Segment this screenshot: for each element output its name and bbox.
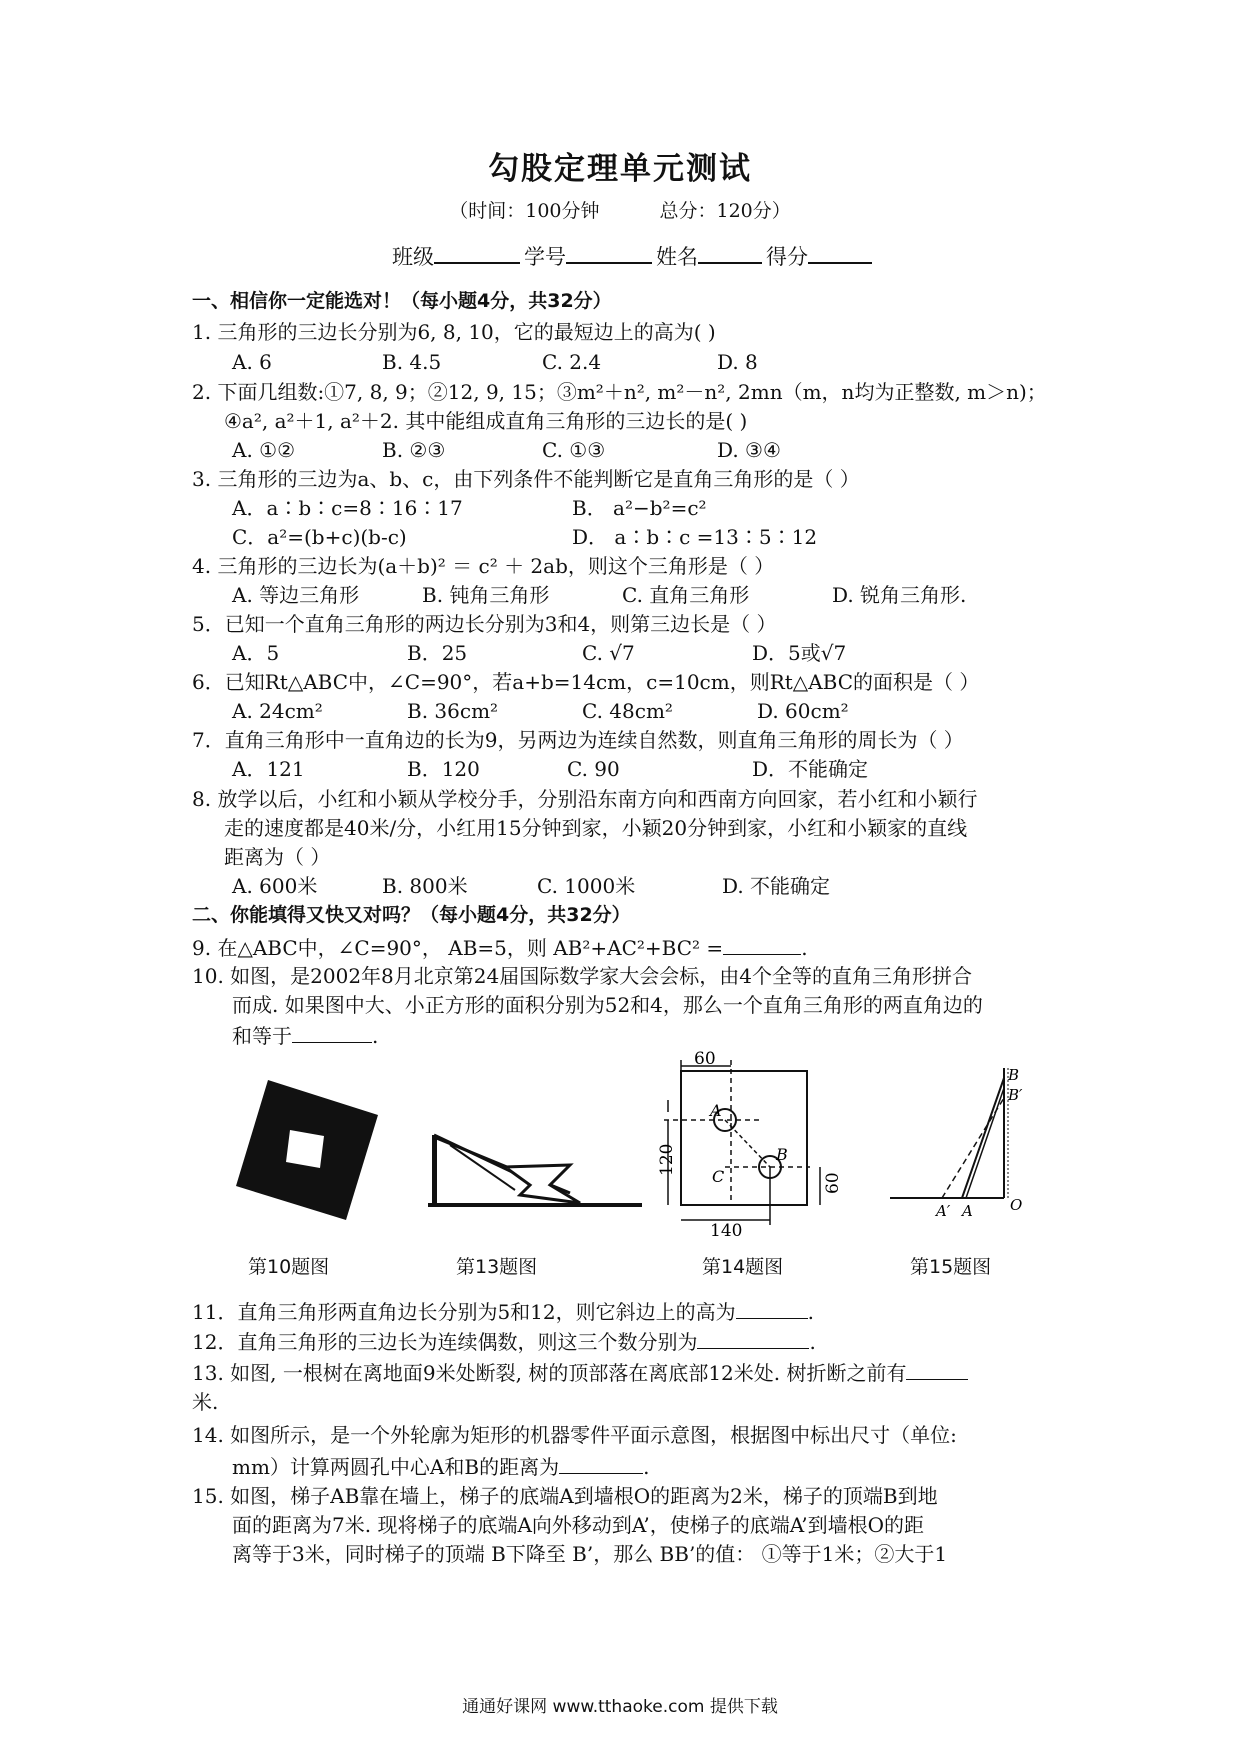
fig14-label-c: C bbox=[712, 1167, 725, 1186]
q13-text: 13. 如图, 一根树在离地面9米处断裂, 树的顶部落在离底部12米处. 树折断之前有 bbox=[192, 1361, 907, 1385]
q5-option-b: B．25 bbox=[407, 641, 468, 665]
q6-option-d: D. 60cm² bbox=[757, 699, 849, 723]
q13-line-1 bbox=[192, 1361, 968, 1383]
student-info bbox=[392, 240, 876, 271]
figure-10-logo bbox=[228, 1070, 388, 1230]
q14-blank bbox=[559, 1455, 643, 1474]
q2-option-a: A. ①② bbox=[232, 438, 296, 462]
q6-options bbox=[232, 701, 849, 721]
fig10-inner-square bbox=[286, 1130, 324, 1168]
fig15-label-b-prime: B′ bbox=[1008, 1086, 1023, 1104]
q13-blank bbox=[906, 1361, 968, 1380]
exam-score: 总分：120分） bbox=[659, 200, 791, 222]
fig15-label-a-prime: A′ bbox=[936, 1202, 951, 1220]
exam-time: （时间：100分钟 bbox=[449, 200, 600, 222]
class-label: 班级 bbox=[392, 245, 434, 269]
q5-options bbox=[232, 643, 846, 663]
fig14-rect bbox=[681, 1071, 807, 1205]
q7-stem: 7．直角三角形中一直角边的长为9，另两边为连续自然数，则直角三角形的周长为（ ） bbox=[192, 728, 964, 752]
fig15-label-b: B bbox=[1008, 1066, 1020, 1084]
q8-option-d: D. 不能确定 bbox=[722, 874, 831, 898]
fig14-dim-bottom: 140 bbox=[710, 1221, 743, 1241]
exam-meta bbox=[0, 196, 1240, 223]
section-2-heading: 二、你能填得又快又对吗？（每小题4分，共32分） bbox=[192, 904, 631, 926]
id-blank bbox=[566, 240, 652, 264]
q8-options bbox=[232, 876, 830, 896]
q8-option-c: C. 1000米 bbox=[537, 874, 636, 898]
q7-options bbox=[232, 759, 868, 779]
q14-line-2: mm）计算两圆孔中心A和B的距离为 . bbox=[232, 1455, 650, 1479]
caption-fig14: 第14题图 bbox=[702, 1256, 784, 1278]
q10-line-3: 和等于 . bbox=[232, 1024, 379, 1048]
q3-options-row2 bbox=[232, 527, 817, 547]
q6-option-c: C. 48cm² bbox=[582, 699, 673, 723]
name-label: 姓名 bbox=[656, 245, 698, 269]
q14-line-1: 14. 如图所示，是一个外轮廓为矩形的机器零件平面示意图，根据图中标出尺寸（单位: bbox=[192, 1423, 957, 1447]
q15-line-1: 15. 如图，梯子AB靠在墙上，梯子的底端A到墙根O的距离为2米，梯子的顶端B到地 bbox=[192, 1484, 938, 1508]
q5-option-d: D．5或√7 bbox=[752, 641, 847, 665]
q12-blank bbox=[697, 1330, 809, 1349]
q10-line-1: 10. 如图，是2002年8月北京第24届国际数学家大会会标，由4个全等的直角三角形拼合 bbox=[192, 964, 972, 988]
grade-label: 得分 bbox=[766, 245, 808, 269]
q9-line: 9. 在△ABC中，∠C=90°， AB=5，则 AB²+AC²+BC² = . bbox=[192, 936, 808, 960]
q1-option-c: C. 2.4 bbox=[542, 350, 602, 374]
q1-option-d: D. 8 bbox=[717, 350, 758, 374]
name-blank bbox=[698, 240, 762, 264]
q2-option-d: D. ③④ bbox=[717, 438, 781, 462]
q4-option-a: A. 等边三角形 bbox=[232, 583, 360, 607]
q7-option-b: B．120 bbox=[407, 757, 480, 781]
q11-blank bbox=[736, 1300, 808, 1319]
caption-fig13: 第13题图 bbox=[456, 1256, 538, 1278]
q12-text: 12．直角三角形的三边长为连续偶数，则这三个数分别为 bbox=[192, 1330, 698, 1354]
q8-option-b: B. 800米 bbox=[382, 874, 468, 898]
q8-stem-2: 走的速度都是40米/分，小红用15分钟到家，小颖20分钟到家，小红和小颖家的直线 bbox=[224, 816, 968, 840]
figure-13-tree bbox=[420, 1115, 650, 1215]
q4-option-b: B. 钝角三角形 bbox=[422, 583, 550, 607]
q9-blank bbox=[723, 936, 801, 955]
q2-options bbox=[232, 440, 781, 460]
q3-stem: 3. 三角形的三边为a、b、c，由下列条件不能判断它是直角三角形的是（ ） bbox=[192, 467, 860, 491]
q15-line-3: 离等于3米，同时梯子的顶端 B下降至 B’，那么 BB’的值： ①等于1米；②大于1 bbox=[232, 1542, 948, 1566]
fig14-dim-top: 60 bbox=[694, 1049, 716, 1069]
q2-stem-1: 2. 下面几组数:①7, 8, 9；②12, 9, 15；③m²＋n², m²－n², 2mn（m，n均为正整数, m＞n)； bbox=[192, 380, 1047, 404]
q5-option-a: A．5 bbox=[232, 641, 280, 665]
q2-option-c: C. ①③ bbox=[542, 438, 606, 462]
figure-14-part bbox=[650, 1049, 843, 1250]
q1-options bbox=[232, 352, 758, 372]
q7-option-c: C. 90 bbox=[567, 757, 620, 781]
q14-text: mm）计算两圆孔中心A和B的距离为 bbox=[232, 1455, 560, 1479]
q4-stem: 4. 三角形的三边长为(a＋b)² ＝ c² ＋ 2ab，则这个三角形是（ ） bbox=[192, 554, 775, 578]
q6-option-b: B. 36cm² bbox=[407, 699, 499, 723]
fig14-label-a: A bbox=[710, 1101, 722, 1120]
page-title: 勾股定理单元测试 bbox=[488, 151, 752, 187]
q3-option-b: B． a²−b²=c² bbox=[572, 496, 707, 520]
figure-15-ladder bbox=[880, 1060, 1030, 1220]
section-1-heading: 一、相信你一定能选对！（每小题4分，共32分） bbox=[192, 290, 612, 312]
q1-stem: 1. 三角形的三边长分别为6, 8, 10，它的最短边上的高为( ) bbox=[192, 320, 716, 344]
q8-stem-1: 8. 放学以后，小红和小颖从学校分手，分别沿东南方向和西南方向回家，若小红和小颖行 bbox=[192, 787, 978, 811]
class-blank bbox=[434, 240, 520, 264]
q11-line: 11．直角三角形两直角边长分别为5和12，则它斜边上的高为 . bbox=[192, 1300, 814, 1324]
q1-option-b: B. 4.5 bbox=[382, 350, 442, 374]
q5-option-c: C. √7 bbox=[582, 641, 635, 665]
q6-stem: 6．已知Rt△ABC中，∠C=90°，若a+b=14cm，c=10cm，则Rt△ABC的面积是（ ） bbox=[192, 670, 980, 694]
q9-text: 9. 在△ABC中，∠C=90°， AB=5，则 AB²+AC²+BC² = bbox=[192, 936, 724, 960]
q10-blank bbox=[292, 1024, 372, 1043]
q1-option-a: A. 6 bbox=[232, 350, 272, 374]
fig14-dim-left: 120 bbox=[657, 1143, 677, 1176]
q11-text: 11．直角三角形两直角边长分别为5和12，则它斜边上的高为 bbox=[192, 1300, 736, 1324]
q10-line-2: 而成. 如果图中大、小正方形的面积分别为52和4，那么一个直角三角形的两直角边的 bbox=[232, 993, 983, 1017]
caption-fig10: 第10题图 bbox=[248, 1256, 330, 1278]
q3-option-a: A．a∶b∶c=8∶16∶17 bbox=[232, 496, 463, 520]
q2-option-b: B. ②③ bbox=[382, 438, 446, 462]
fig14-dim-right: 60 bbox=[823, 1172, 843, 1194]
q13-line-2: 米. bbox=[192, 1390, 219, 1414]
q4-option-c: C. 直角三角形 bbox=[622, 583, 750, 607]
fig15-label-a: A bbox=[962, 1202, 973, 1220]
q7-option-a: A．121 bbox=[232, 757, 305, 781]
q2-stem-2: ④a², a²＋1, a²＋2. 其中能组成直角三角形的三边长的是( ) bbox=[224, 409, 748, 433]
q8-option-a: A. 600米 bbox=[232, 874, 318, 898]
page-footer: 通通好课网 www.tthaoke.com 提供下载 bbox=[462, 1697, 778, 1717]
q3-option-c: C．a²=(b+c)(b-c) bbox=[232, 525, 407, 549]
q8-stem-3: 距离为（ ） bbox=[224, 845, 331, 869]
q5-stem: 5．已知一个直角三角形的两边长分别为3和4，则第三边长是（ ） bbox=[192, 612, 777, 636]
caption-fig15: 第15题图 bbox=[910, 1256, 992, 1278]
q3-options-row1 bbox=[232, 498, 707, 518]
q3-option-d: D． a∶b∶c =13∶5∶12 bbox=[572, 525, 818, 549]
q4-options bbox=[232, 585, 966, 605]
q15-line-2: 面的距离为7米. 现将梯子的底端A向外移动到A’，使梯子的底端A’到墙根O的距 bbox=[232, 1513, 925, 1537]
fig14-label-b: B bbox=[776, 1145, 788, 1164]
q10-text: 和等于 bbox=[232, 1024, 292, 1048]
fig15-label-o: O bbox=[1010, 1196, 1023, 1214]
q12-line: 12．直角三角形的三边长为连续偶数，则这三个数分别为 . bbox=[192, 1330, 816, 1354]
q4-option-d: D. 锐角三角形. bbox=[832, 583, 967, 607]
q7-option-d: D．不能确定 bbox=[752, 757, 869, 781]
grade-blank bbox=[808, 240, 872, 264]
q6-option-a: A. 24cm² bbox=[232, 699, 323, 723]
id-label: 学号 bbox=[524, 245, 566, 269]
